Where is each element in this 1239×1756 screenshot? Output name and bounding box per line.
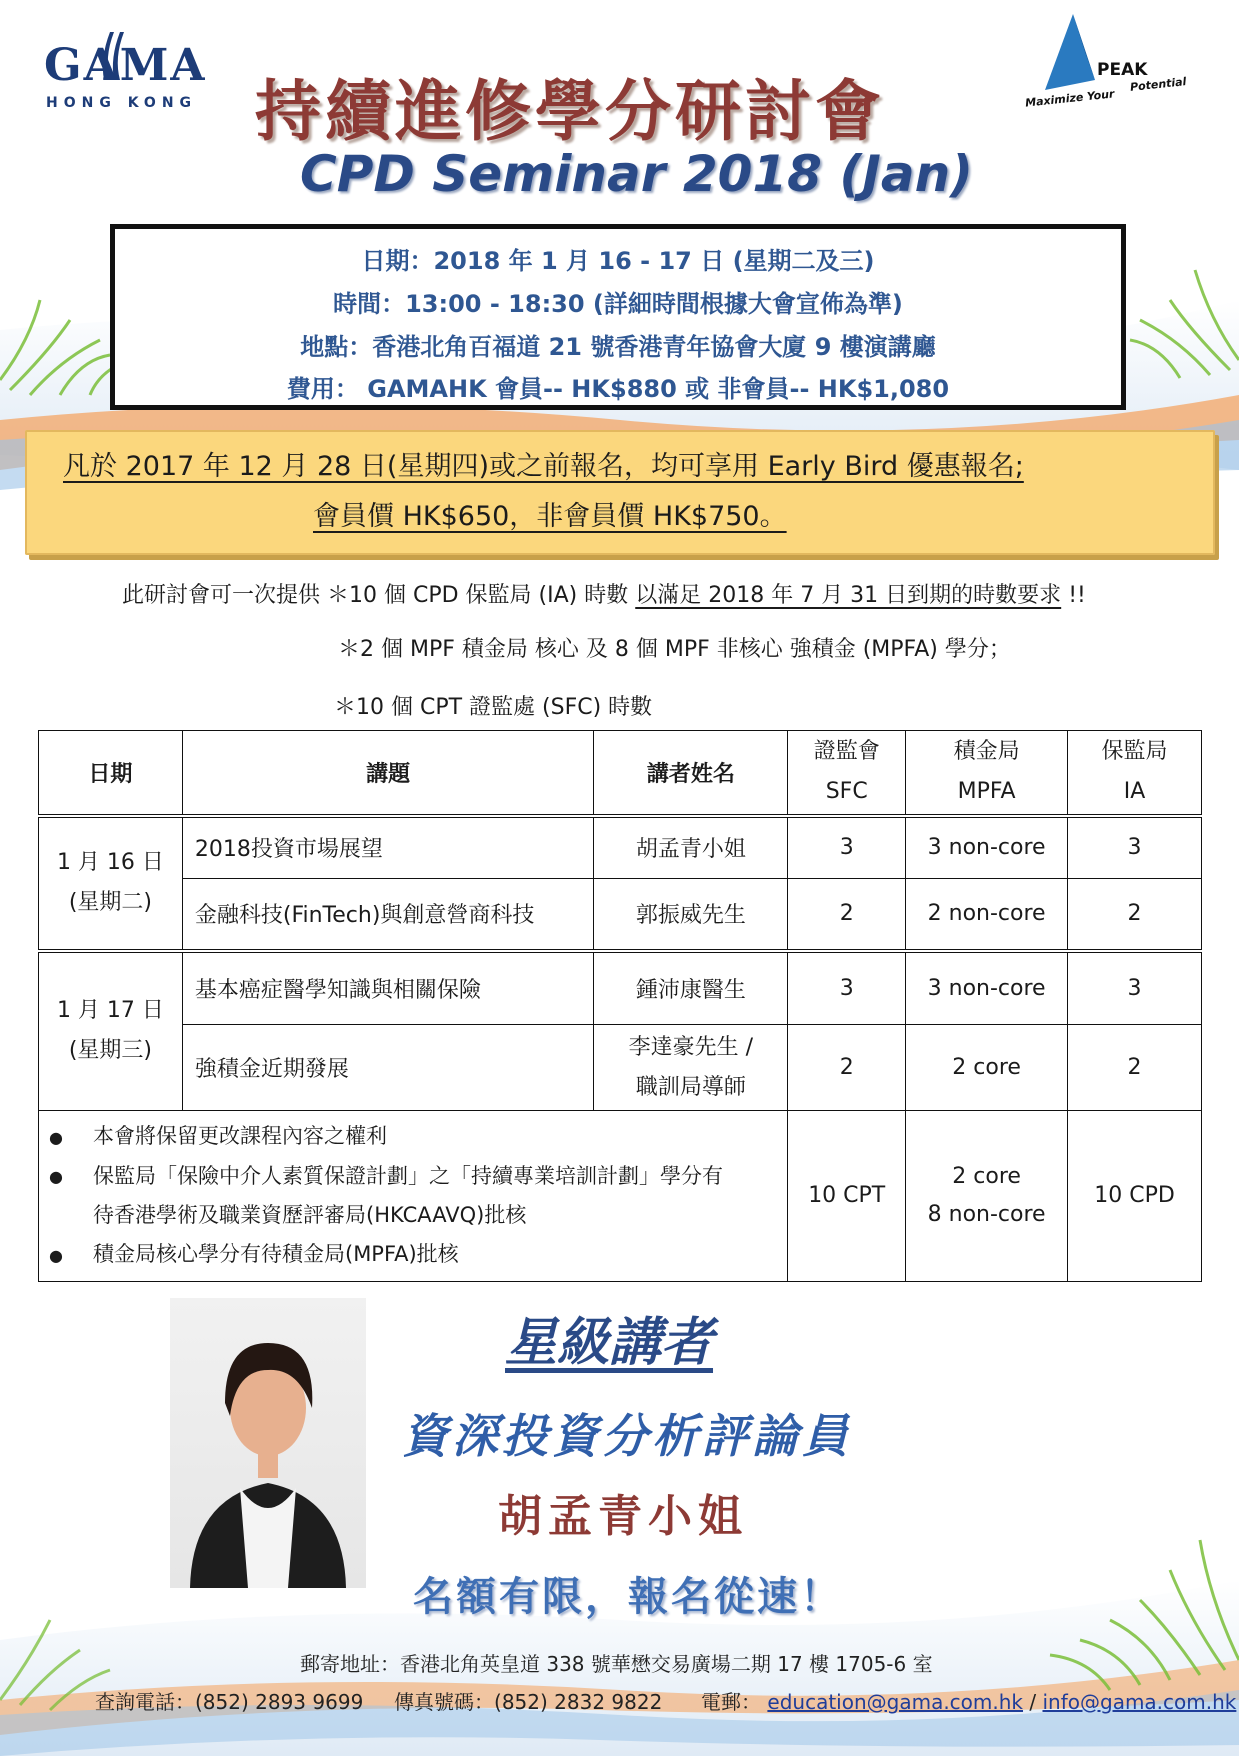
cta-limited-seats: 名額有限，報名從速！	[413, 1574, 843, 1620]
header-mpfa	[906, 731, 1068, 816]
event-venue: 地點：香港北角百福道 21 號香港青年協會大廈 9 樓演講廳	[300, 333, 936, 361]
speaker-portrait-icon	[170, 1298, 366, 1588]
mpfa-cell: 3 non-core	[906, 951, 1068, 1025]
day1-date: 1 月 16 日	[56, 850, 164, 875]
peak-slogan-1: Maximize Your	[1024, 87, 1115, 110]
org-name: GAMA	[44, 40, 207, 91]
ia-cell: 2	[1068, 1025, 1202, 1111]
mpfa-cell: 3 non-core	[906, 816, 1068, 879]
mpfa-cell: 2 core	[906, 1025, 1068, 1111]
table-row	[39, 879, 1202, 951]
header-speaker: 講者姓名	[594, 731, 788, 816]
header-sfc	[788, 731, 906, 816]
note-item	[49, 1117, 777, 1157]
total-ia-cell: 10 CPD	[1068, 1111, 1202, 1282]
email-label: 電郵：	[701, 1690, 762, 1714]
schedule-table	[38, 730, 1202, 1282]
email-separator: /	[1029, 1690, 1037, 1714]
event-fee: 費用： GAMAHK 會員-- HK$880 或 非會員-- HK$1,080	[286, 375, 950, 403]
sfc-cell: 2	[788, 879, 906, 951]
contact-line	[95, 1686, 1236, 1715]
table-row	[39, 816, 1202, 879]
topic-cell: 2018投資市場展望	[182, 816, 594, 879]
star-speaker-heading: 星級講者	[505, 1312, 714, 1373]
note-text: 待香港學術及職業資歷評審局(HKCAAVQ)批核	[93, 1203, 527, 1227]
speaker-title: 資深投資分析評論員	[402, 1409, 852, 1463]
header-date: 日期	[39, 731, 183, 816]
peak-slogan-2: Potential	[1129, 75, 1187, 94]
event-date: 日期：2018 年 1 月 16 - 17 日 (星期二及三)	[361, 247, 875, 275]
speaker-cell	[594, 1025, 788, 1111]
peak-name: PEAK	[1097, 60, 1148, 80]
table-row	[39, 951, 1202, 1025]
bullet-icon: ●	[49, 1167, 63, 1186]
sfc-cell: 3	[788, 951, 906, 1025]
speaker-cell: 胡孟青小姐	[594, 816, 788, 879]
speaker-cell: 郭振威先生	[594, 879, 788, 951]
day2-date: 1 月 17 日	[56, 998, 164, 1024]
note-item	[49, 1157, 777, 1197]
table-row	[39, 1025, 1202, 1111]
page-title-zh: 持續進修學分研討會	[255, 72, 885, 150]
email-link-education[interactable]: education@gama.com.hk	[767, 1690, 1024, 1714]
topic-cell: 強積金近期發展	[182, 1025, 594, 1111]
header-mpfa-en: MPFA	[957, 779, 1016, 805]
header-ia-zh: 保監局	[1101, 739, 1168, 765]
header-ia	[1068, 731, 1202, 816]
cpd-statement-1-c: !!	[1068, 583, 1086, 608]
phone-number: 查詢電話：(852) 2893 9699	[95, 1690, 364, 1714]
day1-date-cell	[39, 816, 183, 951]
total-mpfa-core: 2 core	[952, 1163, 1021, 1189]
day1-weekday: (星期二)	[68, 890, 153, 915]
bullet-icon: ●	[49, 1127, 63, 1147]
header-mpfa-zh: 積金局	[953, 739, 1020, 765]
email-link-info[interactable]: info@gama.com.hk	[1042, 1690, 1237, 1714]
ia-cell: 2	[1068, 879, 1202, 951]
cpd-statement-3: ＊10 個 CPT 證監處 (SFC) 時數	[334, 695, 653, 720]
cpd-statement-1-b: 以滿足 2018 年 7 月 31 日到期的時數要求	[635, 583, 1062, 608]
fax-number: 傳真號碼：(852) 2832 9822	[394, 1690, 663, 1714]
note-text: 保監局「保險中介人素質保證計劃」之「持續專業培訓計劃」學分有	[93, 1163, 723, 1188]
note-text: 本會將保留更改課程內容之權利	[93, 1124, 387, 1148]
peak-logo	[1015, 12, 1195, 122]
speaker-cell: 鍾沛康醫生	[594, 951, 788, 1025]
sfc-cell: 2	[788, 1025, 906, 1111]
note-text: 積金局核心學分有待積金局(MPFA)批核	[93, 1242, 459, 1266]
bullet-icon: ●	[49, 1245, 63, 1265]
total-sfc-cell: 10 CPT	[788, 1111, 906, 1282]
mailing-address: 郵寄地址：香港北角英皇道 338 號華懋交易廣場二期 17 樓 1705-6 室	[300, 1652, 933, 1676]
notes-cell	[39, 1111, 788, 1282]
speaker-line-2: 職訓局導師	[635, 1074, 746, 1100]
speaker-name: 胡孟青小姐	[498, 1491, 748, 1542]
note-item	[49, 1235, 777, 1275]
header-topic: 講題	[182, 731, 594, 816]
org-subtitle: HONG KONG	[46, 95, 198, 111]
early-bird-banner	[25, 430, 1215, 555]
page-title-en: CPD Seminar 2018 (Jan)	[300, 145, 974, 203]
total-mpfa-cell	[906, 1111, 1068, 1282]
speaker-photo	[170, 1298, 366, 1588]
header-ia-en: IA	[1123, 779, 1146, 805]
topic-cell: 金融科技(FinTech)與創意營商科技	[182, 879, 594, 951]
header-sfc-en: SFC	[825, 779, 868, 805]
cpd-statement-1-a: 此研討會可一次提供 ＊10 個 CPD 保監局 (IA) 時數	[122, 583, 629, 608]
speaker-line-1: 李達豪先生 /	[628, 1034, 754, 1060]
total-mpfa-noncore: 8 non-core	[927, 1201, 1046, 1227]
table-header-row	[39, 731, 1202, 816]
early-bird-line-1: 凡於 2017 年 12 月 28 日(星期四)或之前報名，均可享用 Early Bird 優惠報名;	[63, 451, 1024, 482]
event-time: 時間：13:00 - 18:30 (詳細時間根據大會宣佈為準)	[333, 290, 903, 318]
header-sfc-zh: 證監會	[813, 739, 880, 765]
ia-cell: 3	[1068, 951, 1202, 1025]
cpd-statement-2: ＊2 個 MPF 積金局 核心 及 8 個 MPF 非核心 強積金 (MPFA) 學分；	[338, 637, 1011, 662]
day2-weekday: (星期三)	[68, 1038, 153, 1064]
mpfa-cell: 2 non-core	[906, 879, 1068, 951]
event-info-box	[110, 224, 1126, 410]
topic-cell: 基本癌症醫學知識與相關保險	[182, 951, 594, 1025]
early-bird-line-2: 會員價 HK$650，非會員價 HK$750。	[313, 501, 787, 532]
day2-date-cell	[39, 951, 183, 1111]
ia-cell: 3	[1068, 816, 1202, 879]
note-item-continued	[49, 1196, 777, 1235]
sfc-cell: 3	[788, 816, 906, 879]
cpd-statement-1	[122, 578, 1086, 609]
table-notes-row	[39, 1111, 1202, 1282]
